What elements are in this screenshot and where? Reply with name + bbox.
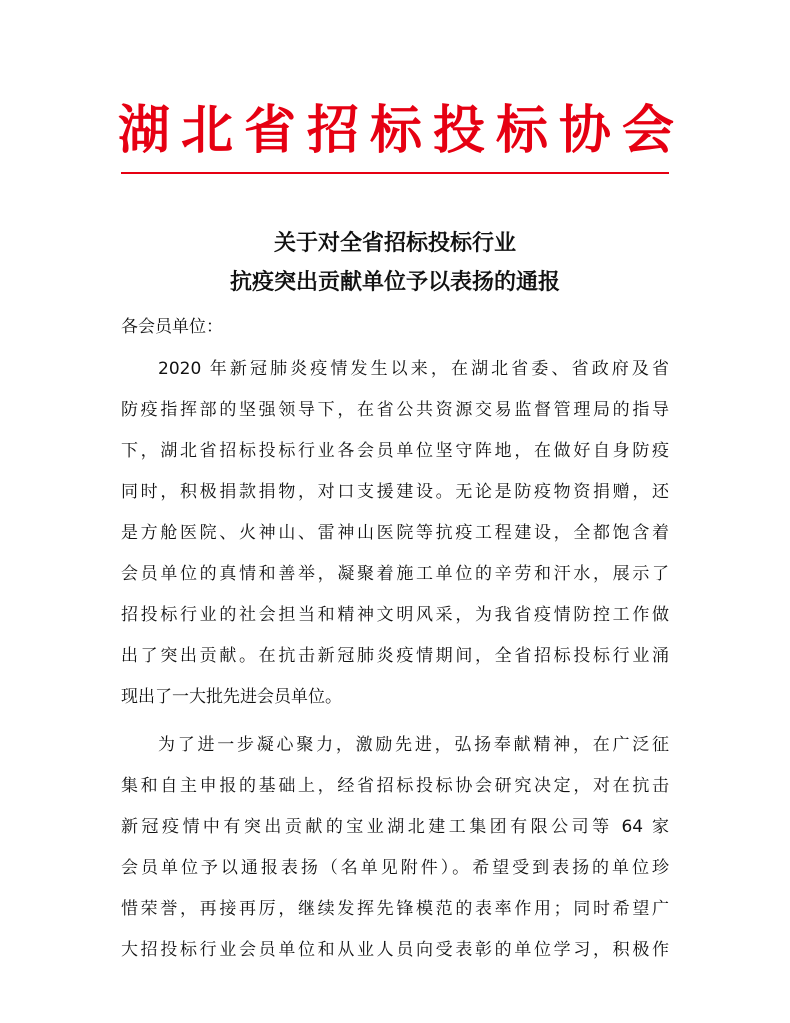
paragraph-1-line-5: 是方舱医院、火神山、雷神山医院等抗疫工程建设，全都饱含着 [121,523,669,543]
paragraph-2-line-2: 集和自主申报的基础上，经省招标投标协会研究决定，对在抗击 [121,776,669,796]
paragraph-2-line-5: 惜荣誉，再接再厉，继续发挥先锋模范的表率作用；同时希望广 [121,899,669,919]
salutation: 各会员单位： [121,317,223,337]
paragraph-2-line-6: 大招投标行业会员单位和从业人员向受表彰的单位学习，积极作 [121,940,669,960]
paragraph-1-line-2: 防疫指挥部的坚强领导下，在省公共资源交易监督管理局的指导 [121,400,669,420]
paragraph-1-line-9: 现出了一大批先进会员单位。 [121,687,342,707]
paragraph-2-line-1: 为了进一步凝心聚力，激励先进，弘扬奉献精神，在广泛征 [158,735,669,755]
notice-title-line-1: 关于对全省招标投标行业 [273,231,516,256]
letterhead-red-rule [121,172,669,174]
paragraph-2-line-4: 会员单位予以通报表扬（名单见附件）。希望受到表扬的单位珍 [121,858,669,878]
paragraph-1-line-7: 招投标行业的社会担当和精神文明风采，为我省疫情防控工作做 [121,605,669,625]
letterhead-org-name: 湖北省招标投标协会 [118,100,686,161]
notice-title-line-2: 抗疫突出贡献单位予以表扬的通报 [229,270,560,295]
paragraph-1-line-1: 2020 年新冠肺炎疫情发生以来，在湖北省委、省政府及省 [158,359,669,379]
paragraph-1-line-4: 同时，积极捐款捐物，对口支援建设。无论是防疫物资捐赠，还 [121,482,669,502]
paragraph-1-line-6: 会员单位的真情和善举，凝聚着施工单位的辛劳和汗水，展示了 [121,564,669,584]
paragraph-2-line-3: 新冠疫情中有突出贡献的宝业湖北建工集团有限公司等 64 家 [121,817,669,837]
paragraph-1-line-8: 出了突出贡献。在抗击新冠肺炎疫情期间，全省招标投标行业涌 [121,646,669,666]
paragraph-1-line-3: 下，湖北省招标投标行业各会员单位坚守阵地，在做好自身防疫 [121,441,669,461]
